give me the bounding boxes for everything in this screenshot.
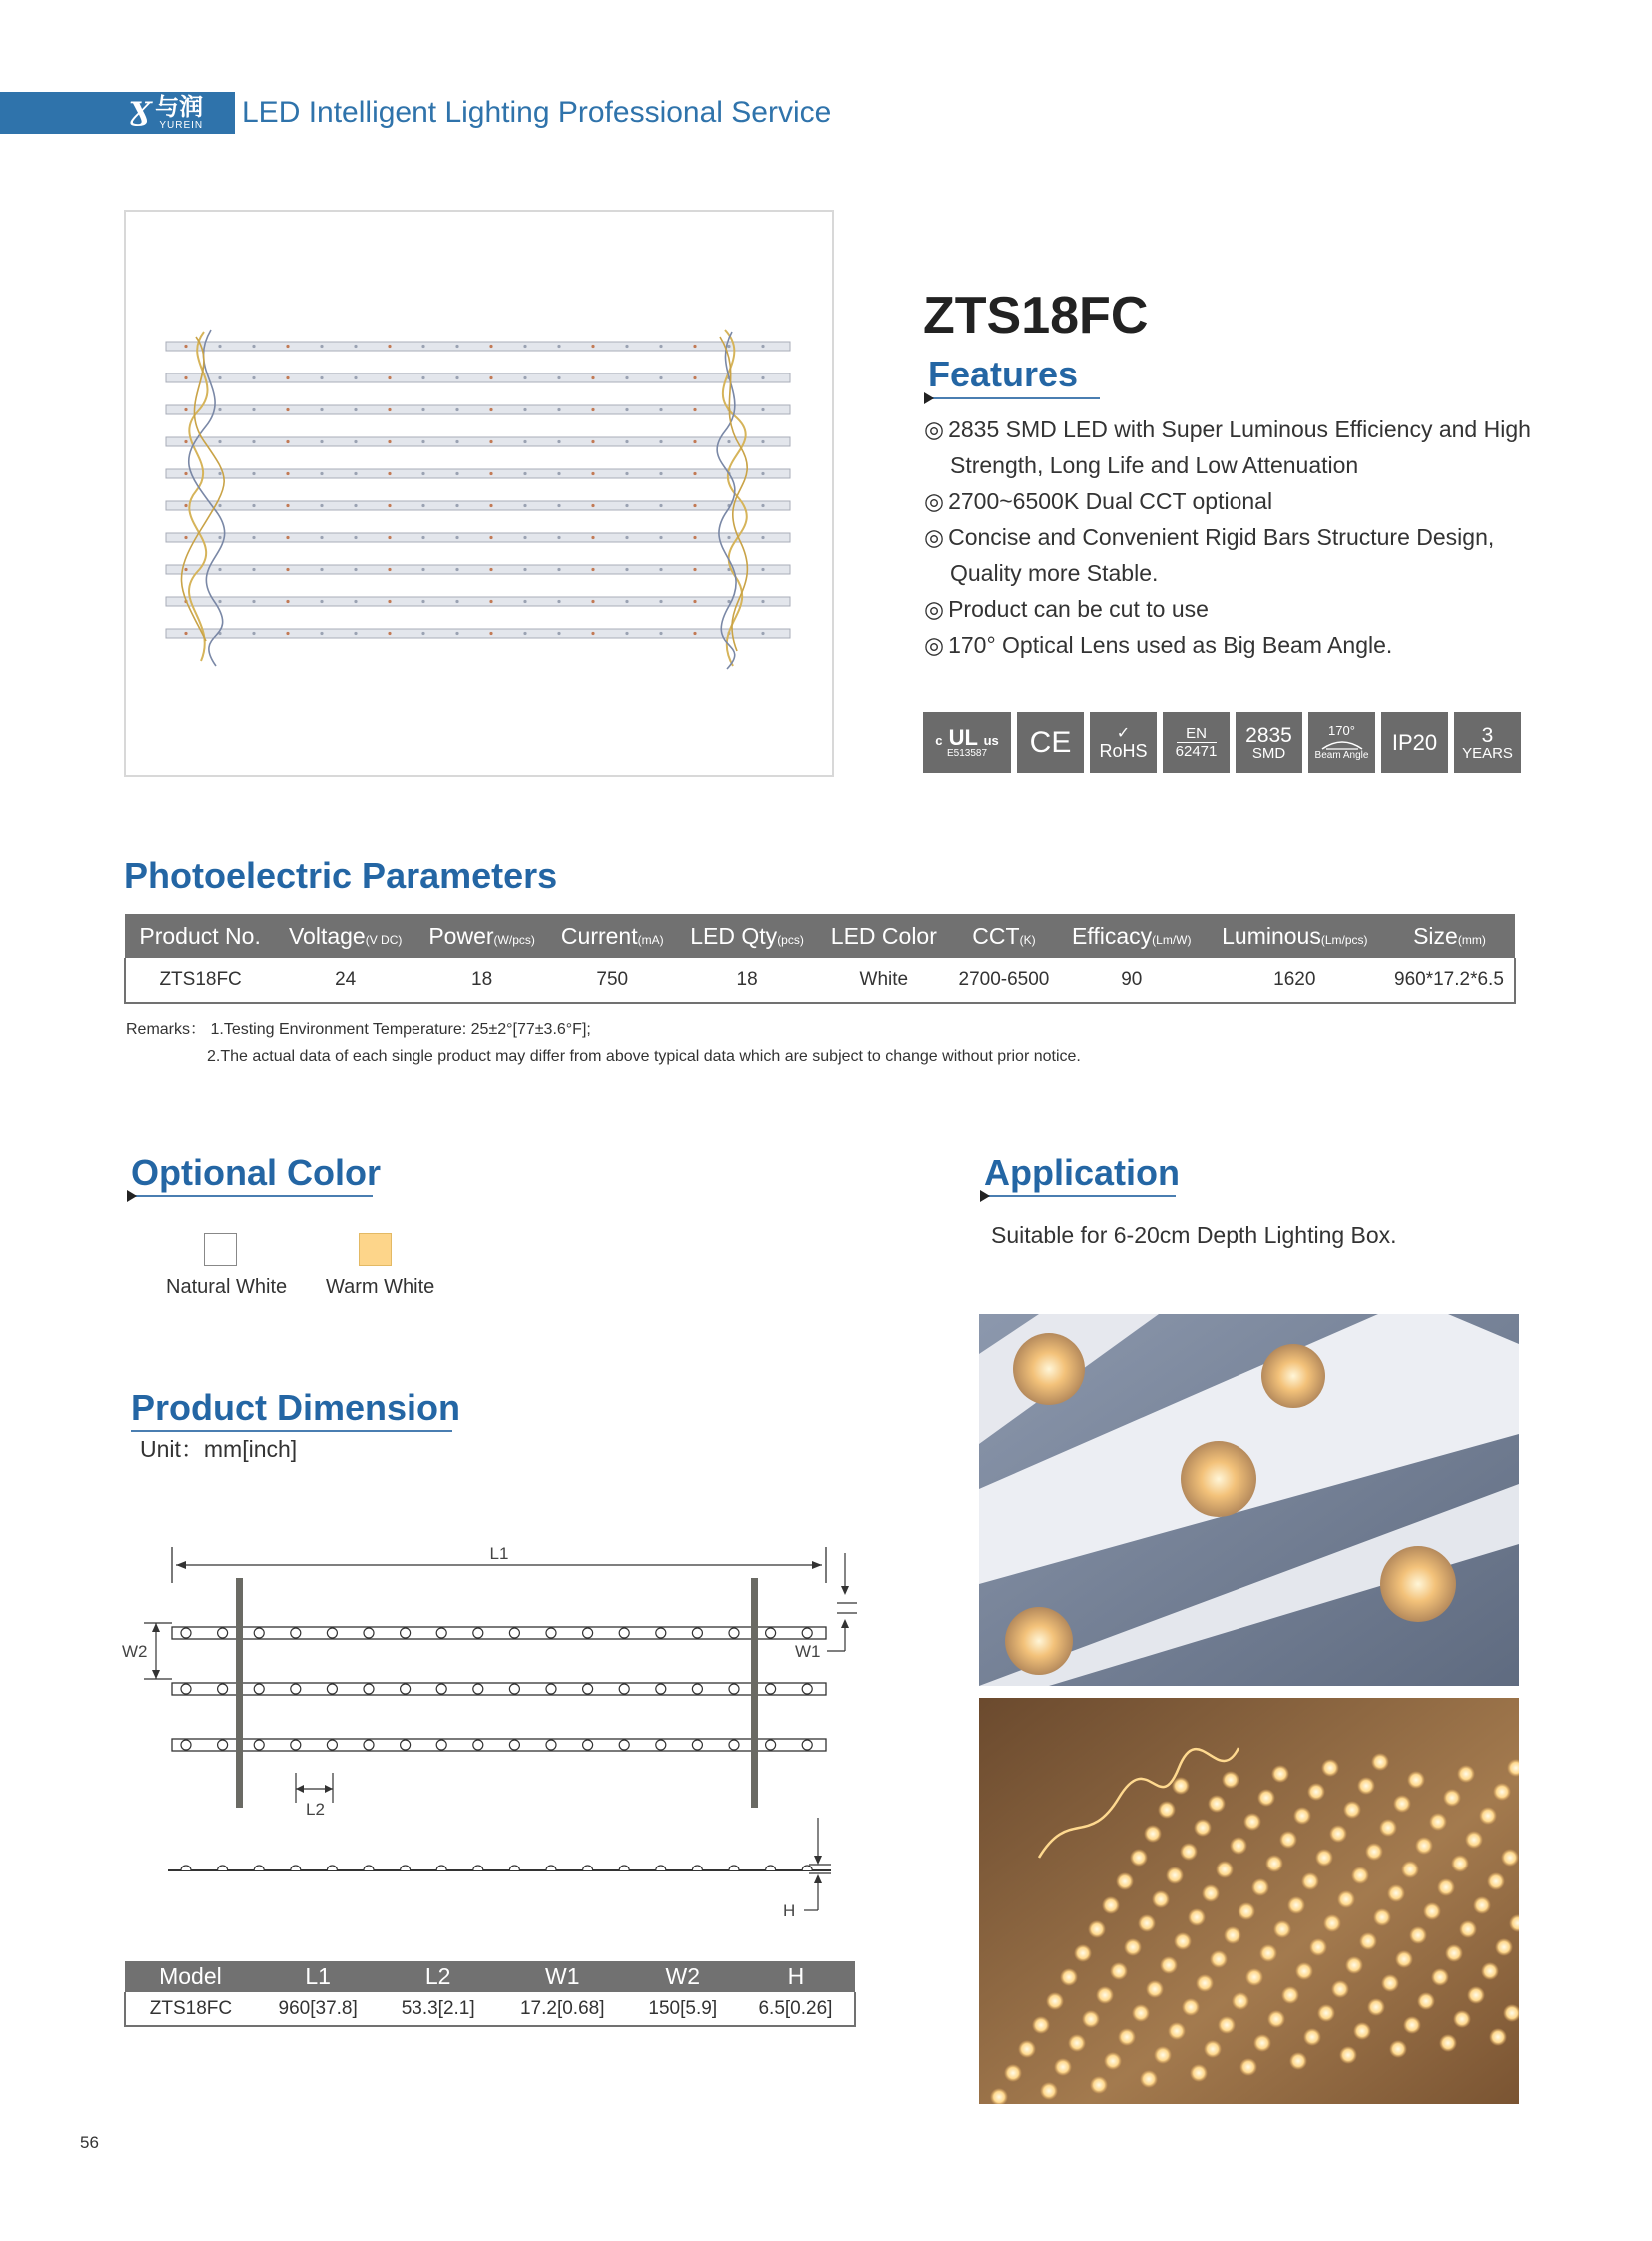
optional-color-marker-icon (127, 1190, 137, 1202)
table-cell: 750 (548, 958, 676, 1003)
column-header: Power(W/pcs) (415, 914, 548, 958)
table-cell: 6.5[0.26] (737, 1992, 855, 2026)
table-cell: 150[5.9] (629, 1992, 737, 2026)
page-number: 56 (80, 2133, 99, 2152)
ip-badge: IP20 (1381, 712, 1448, 773)
features-list (924, 411, 1543, 663)
remarks-label: Remarks： (126, 1021, 207, 1038)
dimension-unit: Unit：mm[inch] (140, 1436, 298, 1462)
column-header: L1 (256, 1961, 381, 1992)
column-header: W2 (629, 1961, 737, 1992)
feature-item: ◎ 2835 SMD LED with Super Luminous Efficiency and High Strength, Long Life and Low Attenuation (924, 416, 1531, 478)
table-cell: 18 (415, 958, 548, 1003)
remark-line: 2.The actual data of each single product may differ from above typical data which are subject to change without prior notice. (207, 1048, 1081, 1065)
l2-label: L2 (306, 1800, 325, 1819)
table-cell: 24 (275, 958, 415, 1003)
column-header: W1 (496, 1961, 629, 1992)
beam-angle-badge: 170° Beam Angle (1308, 712, 1375, 773)
optional-color-underline (131, 1195, 373, 1197)
remarks (126, 1016, 1081, 1070)
smd-badge: 2835 SMD (1236, 712, 1302, 773)
application-photo-array (979, 1698, 1519, 2104)
product-title: ZTS18FC (923, 287, 1149, 345)
application-title: Application (984, 1152, 1180, 1193)
table-cell: 53.3[2.1] (380, 1992, 495, 2026)
photoelectric-table (124, 914, 1516, 1004)
table-cell: 960*17.2*6.5 (1384, 958, 1515, 1003)
en-badge: EN 62471 (1163, 712, 1230, 773)
column-header: L2 (380, 1961, 495, 1992)
warranty-badge: 3 YEARS (1454, 712, 1521, 773)
rohs-badge: ✓ RoHS (1090, 712, 1157, 773)
header-tagline: LED Intelligent Lighting Professional Service (242, 96, 832, 129)
column-header: H (737, 1961, 855, 1992)
column-header: Product No. (125, 914, 275, 958)
application-underline (984, 1195, 1176, 1197)
column-header: LED Qty(pcs) (677, 914, 818, 958)
application-photo-closeup (979, 1314, 1519, 1686)
logo-mark-icon: Ɣ (128, 95, 152, 131)
logo-en: YUREIN (159, 119, 204, 131)
features-underline (928, 397, 1100, 399)
table-cell: White (818, 958, 950, 1003)
h-label: H (783, 1901, 796, 1920)
table-cell: 18 (677, 958, 818, 1003)
table-cell: ZTS18FC (125, 958, 275, 1003)
ul-id: E513587 (946, 747, 988, 759)
product-photo (124, 210, 834, 777)
table-cell: 960[37.8] (256, 1992, 381, 2026)
table-header-row (125, 1961, 855, 1992)
beam-angle-icon (1320, 737, 1364, 751)
swatch-label: Natural White (166, 1276, 288, 1298)
table-cell: ZTS18FC (125, 1992, 256, 2026)
certification-badges (923, 712, 1521, 773)
column-header: Size(mm) (1384, 914, 1515, 958)
table-row (125, 1992, 855, 2026)
feature-item: ◎ 2700~6500K Dual CCT optional (924, 488, 1273, 514)
feature-item: ◎ 170° Optical Lens used as Big Beam Angle. (924, 632, 1393, 658)
w1-label: W1 (795, 1642, 821, 1661)
column-header: Efficacy(Lm/W) (1058, 914, 1206, 958)
feature-item: ◎ Product can be cut to use (924, 596, 1209, 622)
column-header: Model (125, 1961, 256, 1992)
check-icon: ✓ (1116, 724, 1131, 742)
remark-line: 1.Testing Environment Temperature: 25±2°[77±3.6°F]; (210, 1021, 591, 1038)
ce-badge: CE (1017, 712, 1084, 773)
optional-color-title: Optional Color (131, 1152, 381, 1193)
dimension-title: Product Dimension (131, 1387, 461, 1428)
dimension-drawing (120, 1533, 879, 1937)
column-header: Voltage(V DC) (275, 914, 415, 958)
table-cell: 1620 (1206, 958, 1384, 1003)
table-cell: 90 (1058, 958, 1206, 1003)
ul-badge: c UL us E513587 (923, 712, 1011, 773)
swatch-label: Warm White (326, 1276, 435, 1298)
l1-label: L1 (489, 1544, 509, 1563)
logo-cn: 与润 (155, 93, 204, 121)
column-header: Luminous(Lm/pcs) (1206, 914, 1384, 958)
table-cell: 2700-6500 (950, 958, 1058, 1003)
table-header-row (125, 914, 1515, 958)
dimension-table (124, 1961, 856, 2027)
brand-logo (128, 92, 203, 134)
product-photo-illustration (126, 212, 832, 775)
features-title: Features (928, 354, 1079, 394)
features-marker-icon (924, 392, 934, 404)
photoelectric-title: Photoelectric Parameters (124, 855, 558, 896)
swatch-warm-white (359, 1233, 392, 1266)
column-header: Current(mA) (548, 914, 676, 958)
feature-item: ◎ Concise and Convenient Rigid Bars Structure Design, Quality more Stable. (924, 524, 1495, 586)
table-cell: 17.2[0.68] (496, 1992, 629, 2026)
w2-label: W2 (122, 1642, 148, 1661)
table-row (125, 958, 1515, 1003)
column-header: CCT(K) (950, 914, 1058, 958)
application-text: Suitable for 6-20cm Depth Lighting Box. (991, 1222, 1397, 1248)
application-marker-icon (980, 1190, 990, 1202)
swatch-natural-white (204, 1233, 237, 1266)
column-header: LED Color (818, 914, 950, 958)
